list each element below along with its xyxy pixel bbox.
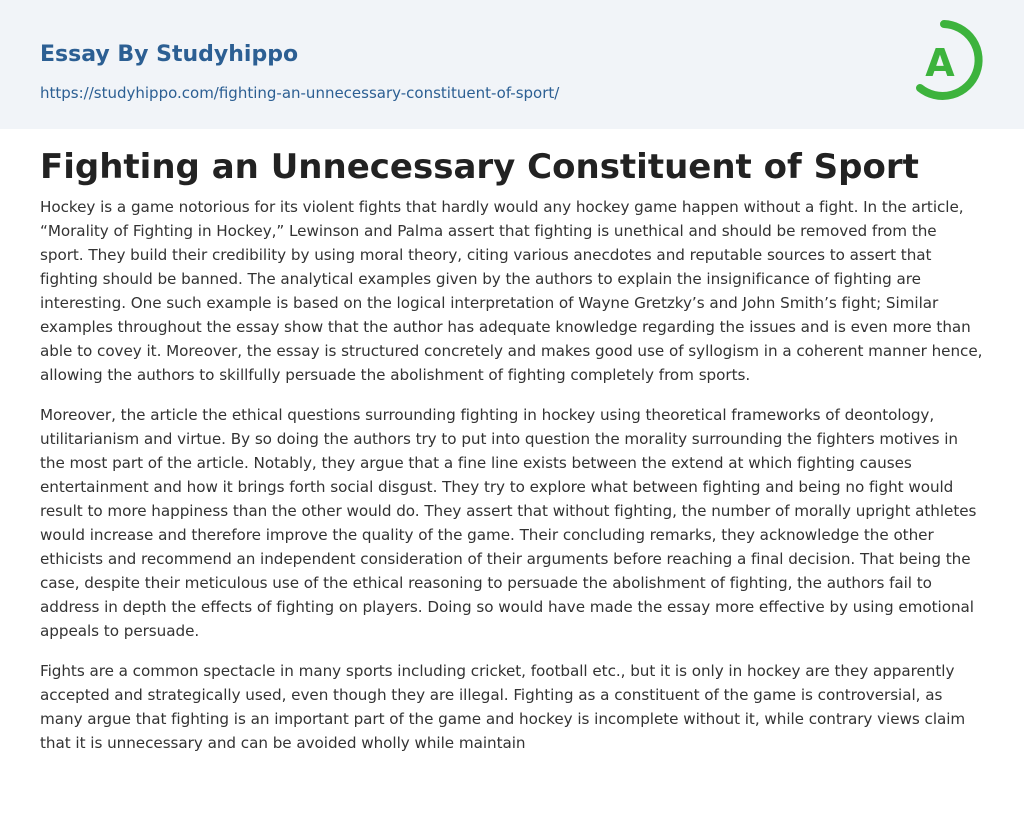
article-paragraph-1: Hockey is a game notorious for its violent fights that hardly would any hockey game happen without a fight. In the article, “Morality of Fighting in Hockey,” Lewinson and Palma assert that fighting is unethical and should be removed from the sport. They build their credibility by using moral theory, citing various anecdotes and reputable sources to assert that fighting should be banned. The analytical examples given by the authors to explain the insignificance of fighting are interesting. One such example is based on the logical interpretation of Wayne Gretzky’s and John Smith’s fight; Similar examples throughout the essay show that the author has adequate knowledge regarding the issues and is even more than able to covey it. Moreover, the essay is structured concretely and makes good use of syllogism in a coherent manner hence, allowing the authors to skillfully persuade the abolishment of fighting completely from sports. xyxy=(40,198,983,384)
article-paragraph-3: Fights are a common spectacle in many sports including cricket, football etc., but it is only in hockey are they apparently accepted and strategically used, even though they are illegal. Fighting as a constituent of the game is controversial, as many argue that fighting is an important part of the game and hockey is incomplete without it, while contrary views claim that it is unnecessary and can be avoided wholly while maintain xyxy=(40,662,966,752)
article-body xyxy=(40,143,984,755)
site-brand[interactable]: Essay By Studyhippo xyxy=(40,42,299,67)
article-title: Fighting an Unnecessary Constituent of Sport xyxy=(40,147,919,187)
logo-letter: A xyxy=(925,41,955,85)
article-url-link[interactable]: https://studyhippo.com/fighting-an-unnecessary-constituent-of-sport/ xyxy=(40,84,560,102)
site-header xyxy=(0,0,1024,129)
article-paragraph-2: Moreover, the article the ethical questions surrounding fighting in hockey using theoretical frameworks of deontology, utilitarianism and virtue. By so doing the authors try to put into question the morality surrounding the fighters motives in the most part of the article. Notably, they argue that a fine line exists between the extend at which fighting causes entertainment and how it brings forth social disgust. They try to explore what between fighting and being no fight would result to more happiness than the other would do. They assert that without fighting, the number of morally upright athletes would increase and therefore improve the quality of the game. Their concluding remarks, they acknowledge the other ethicists and recommend an independent consideration of their arguments before reaching a final decision. That being the case, despite their meticulous use of the ethical reasoning to persuade the abolishment of fighting, the authors fail to address in depth the effects of fighting on players. Doing so would have made the essay more effective by using emotional appeals to persuade. xyxy=(40,406,977,640)
studyhippo-logo-icon[interactable] xyxy=(906,18,990,108)
